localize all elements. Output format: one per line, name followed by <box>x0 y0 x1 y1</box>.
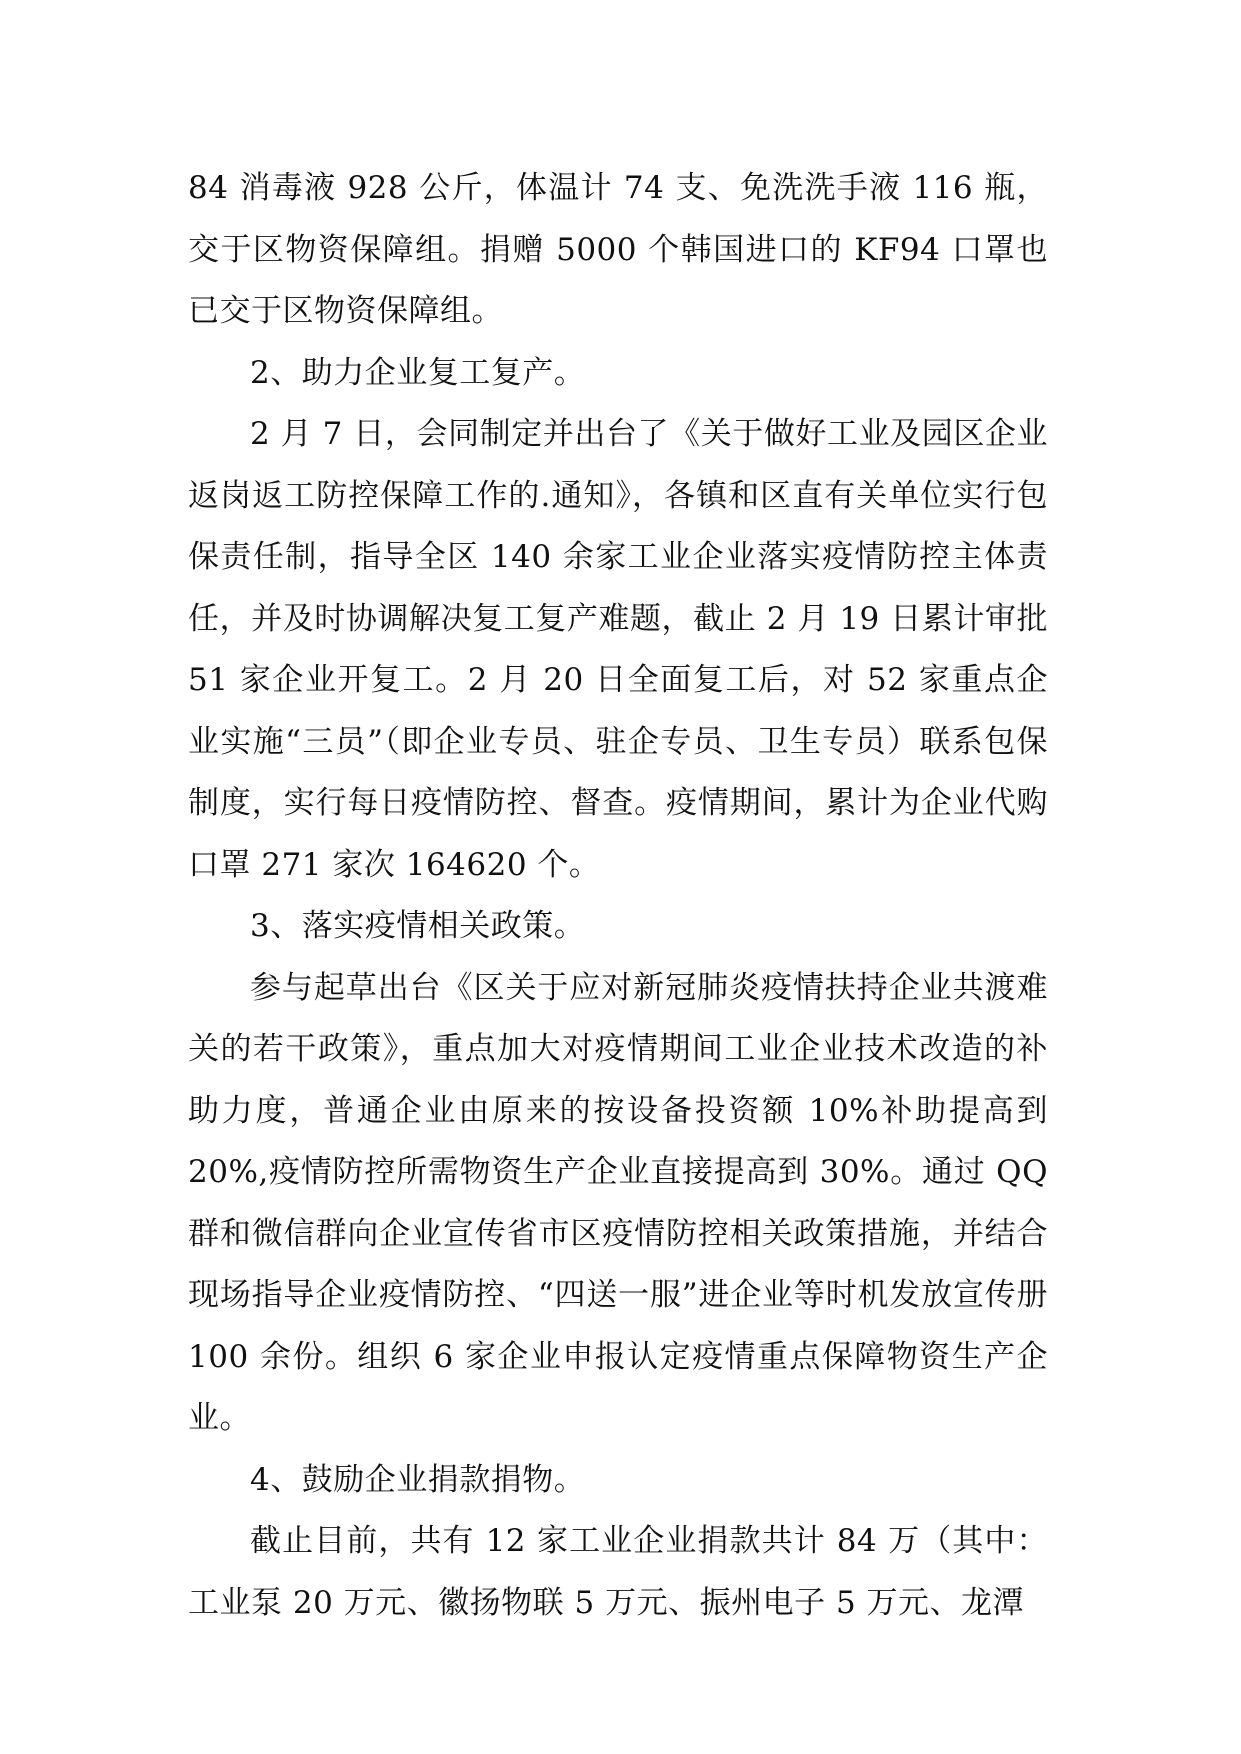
paragraph-policy: 参与起草出台《区关于应对新冠肺炎疫情扶持企业共渡难关的若干政策》，重点加大对疫情期间工业企业技术改造的补助力度，普通企业由原来的按设备投资额 10%补助提高到 20%,疫情防控所需物资生产企业直接提高到 30%。通过 QQ 群和微信群向企业宣传省市区疫情防控相关政策措施，并结合现场指导企业疫情防控、“四送一服”进企业等时机发放宣传册 100 余份。组织 6 家企业申报认定疫情重点保障物资生产企业。 <box>188 969 1048 1436</box>
heading-policy: 3、落实疫情相关政策。 <box>250 908 586 944</box>
paragraph-resume-work: 2 月 7 日，会同制定并出台了《关于做好工业及园区企业返岗返工防控保障工作的.通知》，各镇和区直有关单位实行包保责任制，指导全区 140 余家工业企业落实疫情防控主体责任，并及时协调解决复工复产难题，截止 2 月 19 日累计审批 51 家企业开复工。2 月 20 日全面复工后，对 52 家重点企业实施“三员”（即企业专员、驻企专员、卫生专员）联系包保制度，实行每日疫情防控、督查。疫情期间，累计为企业代购口罩 271 家次 164620 个。 <box>188 416 1048 883</box>
paragraph-donations: 截止目前，共有 12 家工业企业捐款共计 84 万（其中：工业泵 20 万元、徽扬物联 5 万元、振州电子 5 万元、龙潭 <box>188 1523 1048 1621</box>
paragraph-donation-continued: 84 消毒液 928 公斤，体温计 74 支、免洗洗手液 116 瓶，交于区物资保障组。捐赠 5000 个韩国进口的 KF94 口罩也已交于区物资保障组。 <box>188 170 1048 329</box>
heading-resume-work: 2、助力企业复工复产。 <box>250 354 586 391</box>
document-body <box>188 158 1048 1634</box>
heading-donations: 4、鼓励企业捐款捐物。 <box>250 1461 586 1498</box>
